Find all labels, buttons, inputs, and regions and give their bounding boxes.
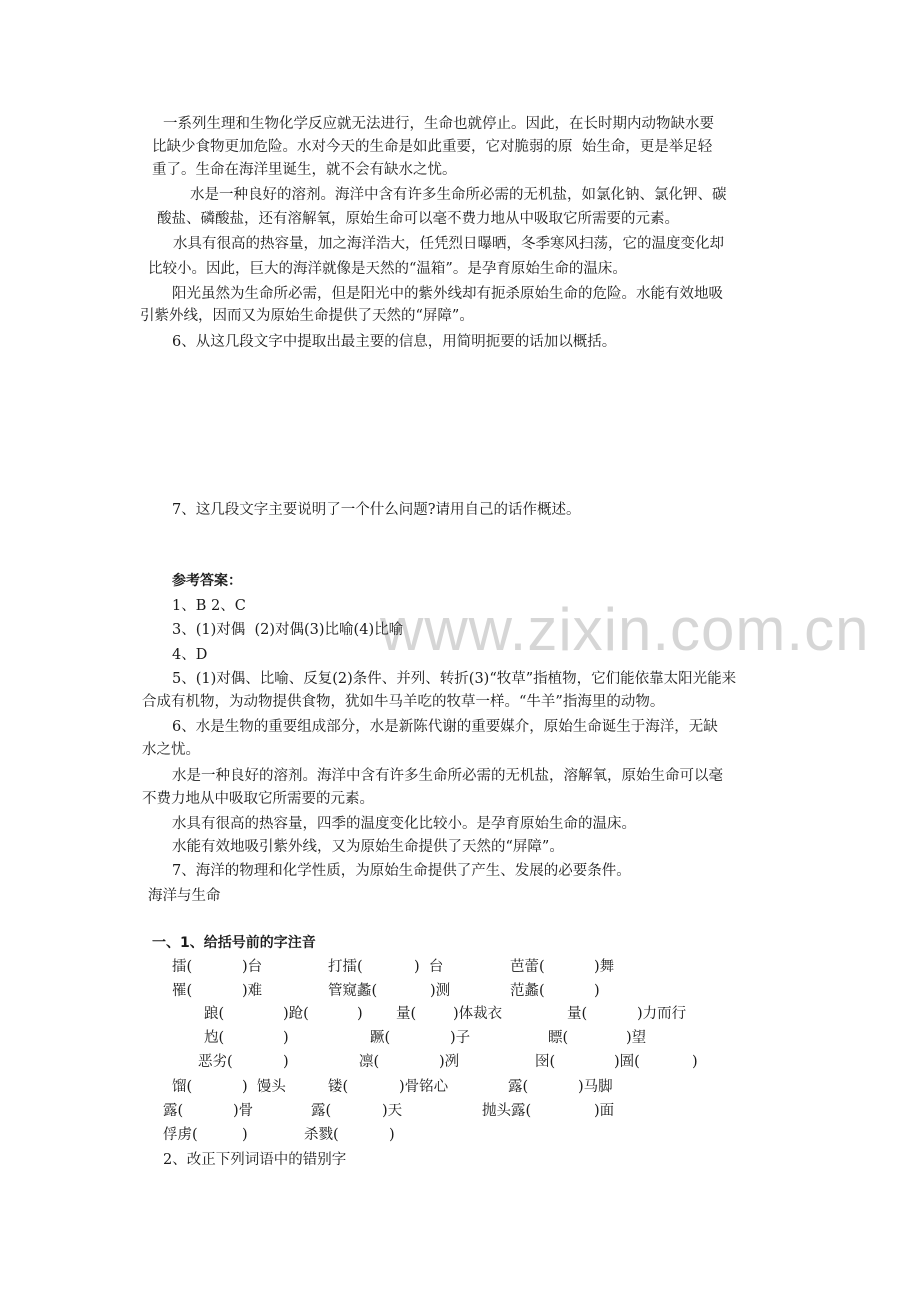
blank-item: )跄( [283, 1006, 309, 1022]
blank-item: 馏( [172, 1079, 193, 1095]
blank-item: 蹶( [370, 1030, 391, 1046]
blank-item: ) [283, 1030, 289, 1046]
blank-item: 芭蕾( [510, 959, 545, 975]
blank-item: )圄( [614, 1054, 640, 1070]
blank-item: 踉( [204, 1006, 225, 1022]
answer-line: 水是一种良好的溶剂。海洋中含有许多生命所必需的无机盐，溶解氧，原始生命可以毫 [172, 768, 723, 784]
blank-item: ) [283, 1054, 289, 1070]
answer-line: 6、水是生物的重要组成部分，水是新陈代谢的重要媒介，原始生命诞生于海洋，无缺 [172, 719, 718, 735]
blank-item: )面 [594, 1103, 615, 1119]
blank-item: 罹( [172, 983, 193, 999]
question-6: 6、从这几段文字中提取出最主要的信息，用简明扼要的话加以概括。 [172, 334, 617, 350]
blank-item: 囹( [535, 1054, 556, 1070]
answer-line: 水具有很高的热容量，四季的温度变化比较小。是孕育原始生命的温床。 [172, 816, 636, 832]
answer-line: 不费力地从中吸取它所需要的元素。 [142, 791, 374, 807]
blank-item: 范蠡( [510, 983, 545, 999]
blank-item: ) 馒头 [242, 1079, 286, 1095]
blank-item: )测 [430, 983, 451, 999]
blank-item: )体裁衣 [453, 1006, 503, 1022]
answer-line: 水之忧。 [142, 742, 200, 758]
answer-line: 1、B 2、C [172, 598, 246, 614]
passage-line: 酸盐、磷酸盐，还有溶解氧，原始生命可以毫不费力地从中吸取它所需要的元素。 [157, 211, 679, 227]
blank-item: ) [594, 983, 600, 999]
section-title: 海洋与生命 [148, 888, 221, 904]
passage-line: 阳光虽然为生命所必需，但是阳光中的紫外线却有扼杀原始生命的危险。水能有效地吸 [172, 286, 723, 302]
blank-item: )子 [450, 1030, 471, 1046]
answer-line: 合成有机物，为动物提供食物，犹如牛马羊吃的牧草一样。“牛羊”指海里的动物。 [142, 694, 665, 710]
watermark: www.zixin.com.cn [380, 596, 870, 663]
blank-item: 尥( [204, 1030, 225, 1046]
passage-line: 水具有很高的热容量，加之海洋浩大，任凭烈日曝晒，冬季寒风扫荡，它的温度变化却 [173, 236, 724, 252]
blank-item: )马脚 [578, 1079, 613, 1095]
passage-line: 引紫外线，因而又为原始生命提供了天然的“屏障”。 [140, 308, 474, 324]
blank-item: 镂( [328, 1079, 349, 1095]
answer-line: 水能有效地吸引紫外线，又为原始生命提供了天然的“屏障”。 [172, 839, 564, 855]
blank-item: )骨铭心 [399, 1079, 449, 1095]
blank-item: )舞 [594, 959, 615, 975]
exercise-heading: 一、1、给括号前的字注音 [152, 935, 316, 951]
passage-line: 比缺少食物更加危险。水对今天的生命是如此重要，它对脆弱的原 始生命，更是举足轻 [152, 139, 713, 155]
blank-item: 打擂( [328, 959, 363, 975]
passage-line: 一系列生理和生物化学反应就无法进行，生命也就停止。因此，在长时期内动物缺水要 [163, 116, 714, 132]
answer-line: 4、D [172, 647, 208, 663]
blank-item: )力而行 [637, 1006, 687, 1022]
blank-item: 抛头露( [482, 1103, 532, 1119]
answers-title: 参考答案： [172, 573, 242, 589]
answer-line: 5、(1)对偶、比喻、反复(2)条件、并列、转折(3)“牧草”指植物，它们能依靠太阳光能来 [172, 671, 737, 687]
blank-item: )望 [626, 1030, 647, 1046]
question-2: 2、改正下列词语中的错别字 [163, 1152, 347, 1168]
blank-item: 瞟( [548, 1030, 569, 1046]
blank-item: 露( [163, 1103, 184, 1119]
blank-item: )难 [242, 983, 263, 999]
blank-item: 管窥蠡( [328, 983, 378, 999]
blank-item: ) [357, 1006, 363, 1022]
blank-item: )天 [382, 1103, 403, 1119]
passage-line: 比较小。因此，巨大的海洋就像是天然的“温箱”。是孕育原始生命的温床。 [148, 261, 627, 277]
passage-line: 重了。生命在海洋里诞生，就不会有缺水之忧。 [152, 162, 457, 178]
blank-item: ) [692, 1054, 698, 1070]
answer-line: 7、海洋的物理和化学性质，为原始生命提供了产生、发展的必要条件。 [172, 863, 631, 879]
blank-item: )台 [242, 959, 263, 975]
blank-item: ) 台 [414, 959, 444, 975]
blank-item: ) [242, 1127, 248, 1143]
blank-item: 擂( [172, 959, 193, 975]
blank-item: 恶劣( [198, 1054, 233, 1070]
blank-item: 量( [396, 1006, 417, 1022]
question-7: 7、这几段文字主要说明了一个什么问题?请用自己的话作概述。 [172, 502, 581, 518]
blank-item: 露( [311, 1103, 332, 1119]
blank-item: 露( [508, 1079, 529, 1095]
blank-item: 凛( [359, 1054, 380, 1070]
passage-line: 水是一种良好的溶剂。海洋中含有许多生命所必需的无机盐，如氯化钠、氯化钾、碳 [190, 187, 727, 203]
answer-line: 3、(1)对偶 (2)对偶(3)比喻(4)比喻 [172, 622, 404, 638]
blank-item: 俘虏( [163, 1127, 198, 1143]
blank-item: )冽 [439, 1054, 460, 1070]
blank-item: 量( [567, 1006, 588, 1022]
blank-item: )骨 [233, 1103, 254, 1119]
blank-item: ) [389, 1127, 395, 1143]
blank-item: 杀戮( [304, 1127, 339, 1143]
